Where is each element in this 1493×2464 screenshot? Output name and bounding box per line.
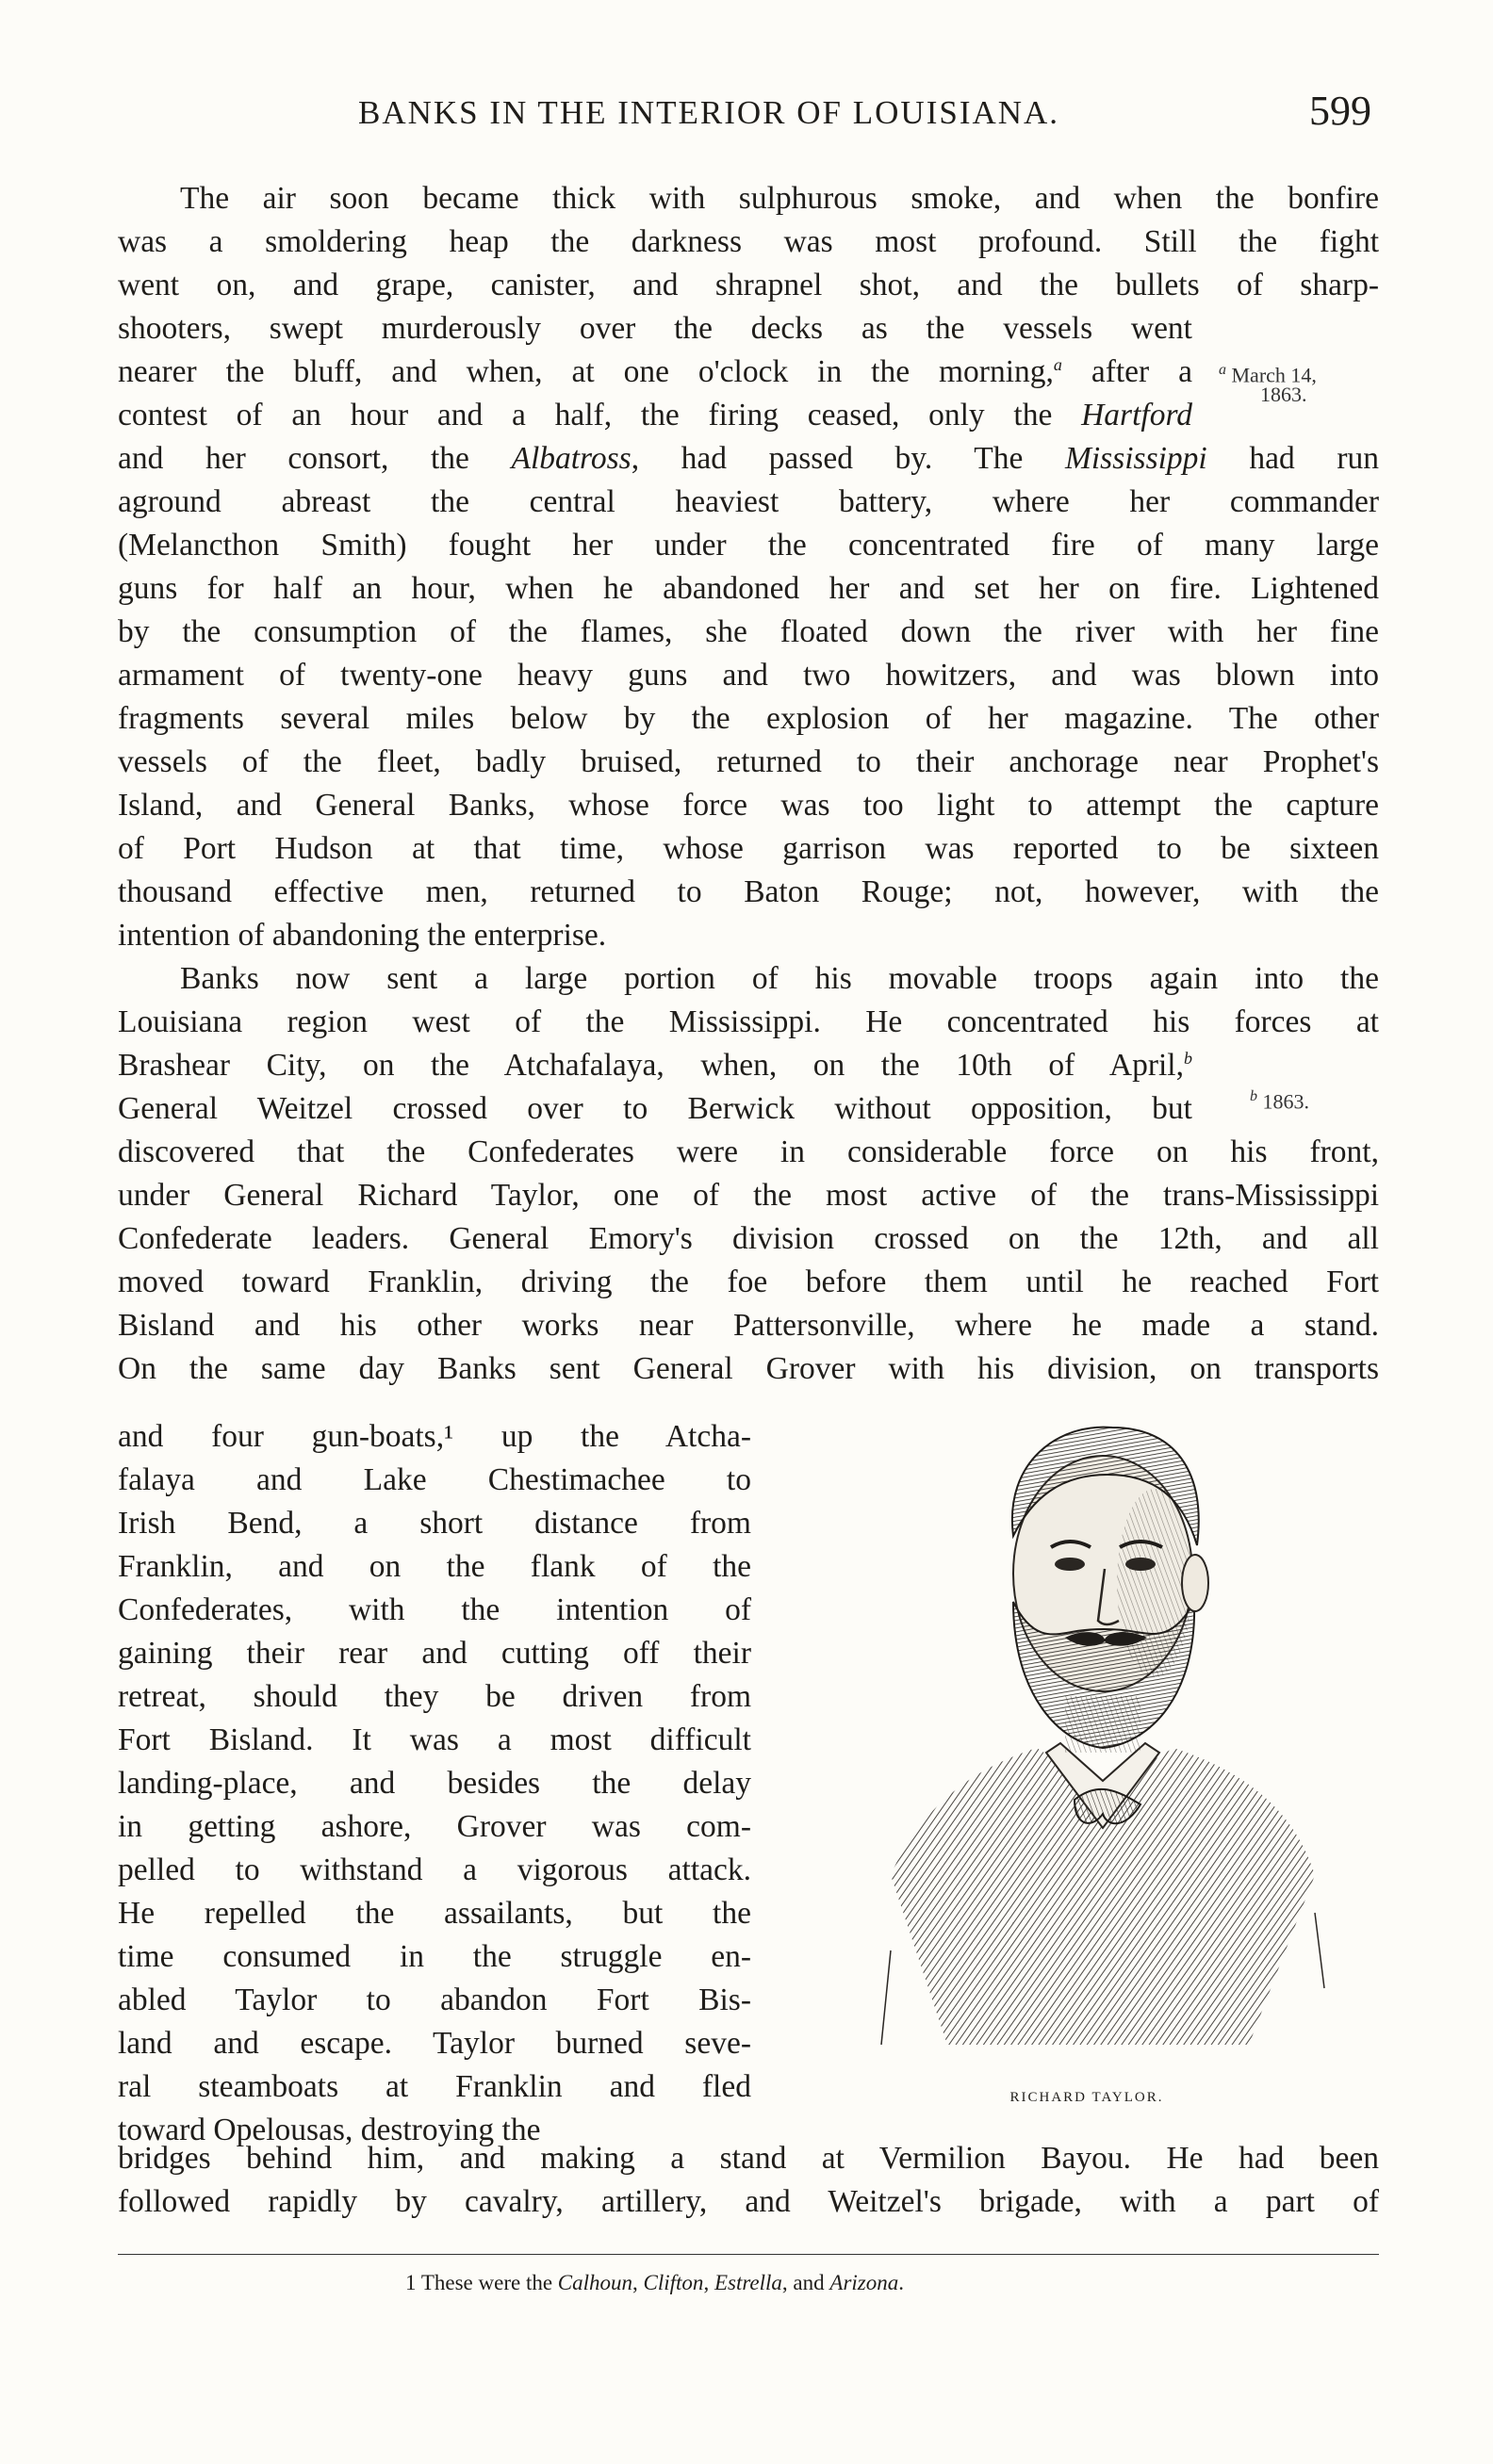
text-line: and four gun-boats,¹ up the Atcha-: [118, 1419, 751, 1454]
text-line: toward Opelousas, destroying the: [118, 2113, 541, 2147]
text-line: Irish Bend, a short distance from: [118, 1506, 751, 1541]
text-line: On the same day Banks sent General Grover with his division, on transports: [118, 1351, 1379, 1386]
text-line: [118, 351, 1192, 394]
separator: , and: [781, 2271, 830, 2294]
text-line: shooters, swept murderously over the decks as the vessels went: [118, 311, 1192, 346]
text-line: in getting ashore, Grover was com-: [118, 1809, 751, 1844]
text-line: thousand effective men, returned to Baton Rouge; not, however, with the: [118, 874, 1379, 909]
text-line: land and escape. Taylor burned seve-: [118, 2026, 751, 2061]
text-line: gaining their rear and cutting off their: [118, 1636, 751, 1671]
text-line: under General Richard Taylor, one of the most active of the trans-Mississippi: [118, 1178, 1379, 1213]
ship-name: Mississippi: [1064, 441, 1207, 476]
text-line: Louisiana region west of the Mississippi. He concentrated his forces at: [118, 1004, 1379, 1039]
sidenote-a-line1: March 14,: [1231, 363, 1317, 387]
text-line: Confederates, with the intention of: [118, 1592, 751, 1627]
running-head: BANKS IN THE INTERIOR OF LOUISIANA.: [358, 94, 1060, 131]
page-header: [118, 87, 1371, 143]
text-fragment: after a: [1061, 354, 1193, 389]
footnote-prefix: These were the: [420, 2271, 558, 2294]
text-line: pelled to withstand a vigorous attack.: [118, 1852, 751, 1887]
text-line: vessels of the fleet, badly bruised, returned to their anchorage near Prophet's: [118, 744, 1379, 779]
text-fragment: , had passed by. The: [631, 441, 1065, 476]
text-line: moved toward Franklin, driving the foe before them until he reached Fort: [118, 1265, 1379, 1299]
text-line: armament of twenty-one heavy guns and two howitzers, and was blown into: [118, 658, 1379, 693]
text-line: retreat, should they be driven from: [118, 1679, 751, 1714]
text-line: aground abreast the central heaviest battery, where her commander: [118, 484, 1379, 519]
continuation-text: [118, 2137, 1379, 2224]
separator: ,: [703, 2271, 714, 2294]
text-line: [118, 437, 1379, 481]
text-line: followed rapidly by cavalry, artillery, and Weitzel's brigade, with a part of: [118, 2184, 1379, 2219]
sidenote-a-line2: 1863.: [1260, 383, 1307, 406]
text-line: General Weitzel crossed over to Berwick without opposition, but: [118, 1091, 1192, 1126]
text-line: The air soon became thick with sulphurous smoke, and when the bonfire: [180, 181, 1379, 216]
text-fragment: contest of an hour and a half, the firing ceased, only the: [118, 398, 1082, 432]
text-fragment: had run: [1206, 441, 1379, 476]
text-line: [118, 1044, 1192, 1087]
text-line: He repelled the assailants, but the: [118, 1896, 751, 1931]
text-fragment: and her consort, the: [118, 441, 512, 476]
portrait-engraving: [872, 1385, 1334, 2064]
text-line: falaya and Lake Chestimachee to: [118, 1462, 751, 1497]
text-line: ral steamboats at Franklin and fled: [118, 2069, 751, 2104]
text-line: [118, 394, 1192, 437]
ship-name: Estrella: [714, 2271, 782, 2294]
text-fragment: nearer the bluff, and when, at one o'clock in the morning,: [118, 354, 1054, 389]
text-fragment: Brashear City, on the Atchafalaya, when, on the 10th of April,: [118, 1048, 1184, 1083]
text-line: Island, and General Banks, whose force was too light to attempt the capture: [118, 788, 1379, 823]
page-number: 599: [1309, 88, 1371, 134]
text-line: Fort Bisland. It was a most difficult: [118, 1722, 751, 1757]
footnote-marker: 1: [405, 2271, 417, 2294]
body-text: [118, 177, 1379, 1391]
footnote: [405, 2271, 904, 2295]
footnote-rule: [118, 2254, 1379, 2255]
ship-name: Hartford: [1081, 398, 1192, 432]
text-line: Franklin, and on the flank of the: [118, 1549, 751, 1584]
text-line: intention of abandoning the enterprise.: [118, 918, 607, 953]
text-line: of Port Hudson at that time, whose garrison was reported to be sixteen: [118, 831, 1379, 866]
text-line: bridges behind him, and making a stand at Vermilion Bayou. He had been: [118, 2141, 1379, 2176]
text-line: by the consumption of the flames, she floated down the river with her fine: [118, 614, 1379, 649]
text-line: guns for half an hour, when he abandoned her and set her on fire. Lightened: [118, 571, 1379, 606]
text-line: was a smoldering heap the darkness was most profound. Still the fight: [118, 224, 1379, 259]
sidenote-b-mark: b: [1250, 1088, 1257, 1104]
text-line: went on, and grape, canister, and shrapnel shot, and the bullets of sharp-: [118, 268, 1379, 302]
paragraph-1: [118, 177, 1379, 957]
separator: ,: [632, 2271, 644, 2294]
wrapped-text: [118, 1415, 751, 2152]
separator: .: [898, 2271, 904, 2294]
ship-name: Albatross: [511, 441, 632, 476]
figure-caption: RICHARD TAYLOR.: [1009, 2090, 1164, 2105]
text-line: time consumed in the struggle en-: [118, 1939, 751, 1974]
text-line: landing-place, and besides the delay: [118, 1766, 751, 1801]
sidenote-a-mark: a: [1219, 362, 1226, 378]
text-line: abled Taylor to abandon Fort Bis-: [118, 1983, 751, 2017]
footnote-ref-a: a: [1053, 354, 1062, 374]
text-line: Banks now sent a large portion of his movable troops again into the: [180, 961, 1379, 996]
ship-name: Arizona: [829, 2271, 899, 2294]
text-line: Bisland and his other works near Pattersonville, where he made a stand.: [118, 1308, 1379, 1343]
footnote-ref-b: b: [1184, 1048, 1192, 1068]
sidenote-b-line: 1863.: [1262, 1089, 1309, 1114]
text-line: fragments several miles below by the explosion of her magazine. The other: [118, 701, 1379, 736]
text-line: (Melancthon Smith) fought her under the concentrated fire of many large: [118, 528, 1379, 563]
text-line: discovered that the Confederates were in considerable force on his front,: [118, 1134, 1379, 1169]
text-line: Confederate leaders. General Emory's division crossed on the 12th, and all: [118, 1221, 1379, 1256]
paragraph-2: [118, 957, 1379, 1391]
ship-name: Calhoun: [557, 2271, 633, 2294]
ship-name: Clifton: [643, 2271, 704, 2294]
